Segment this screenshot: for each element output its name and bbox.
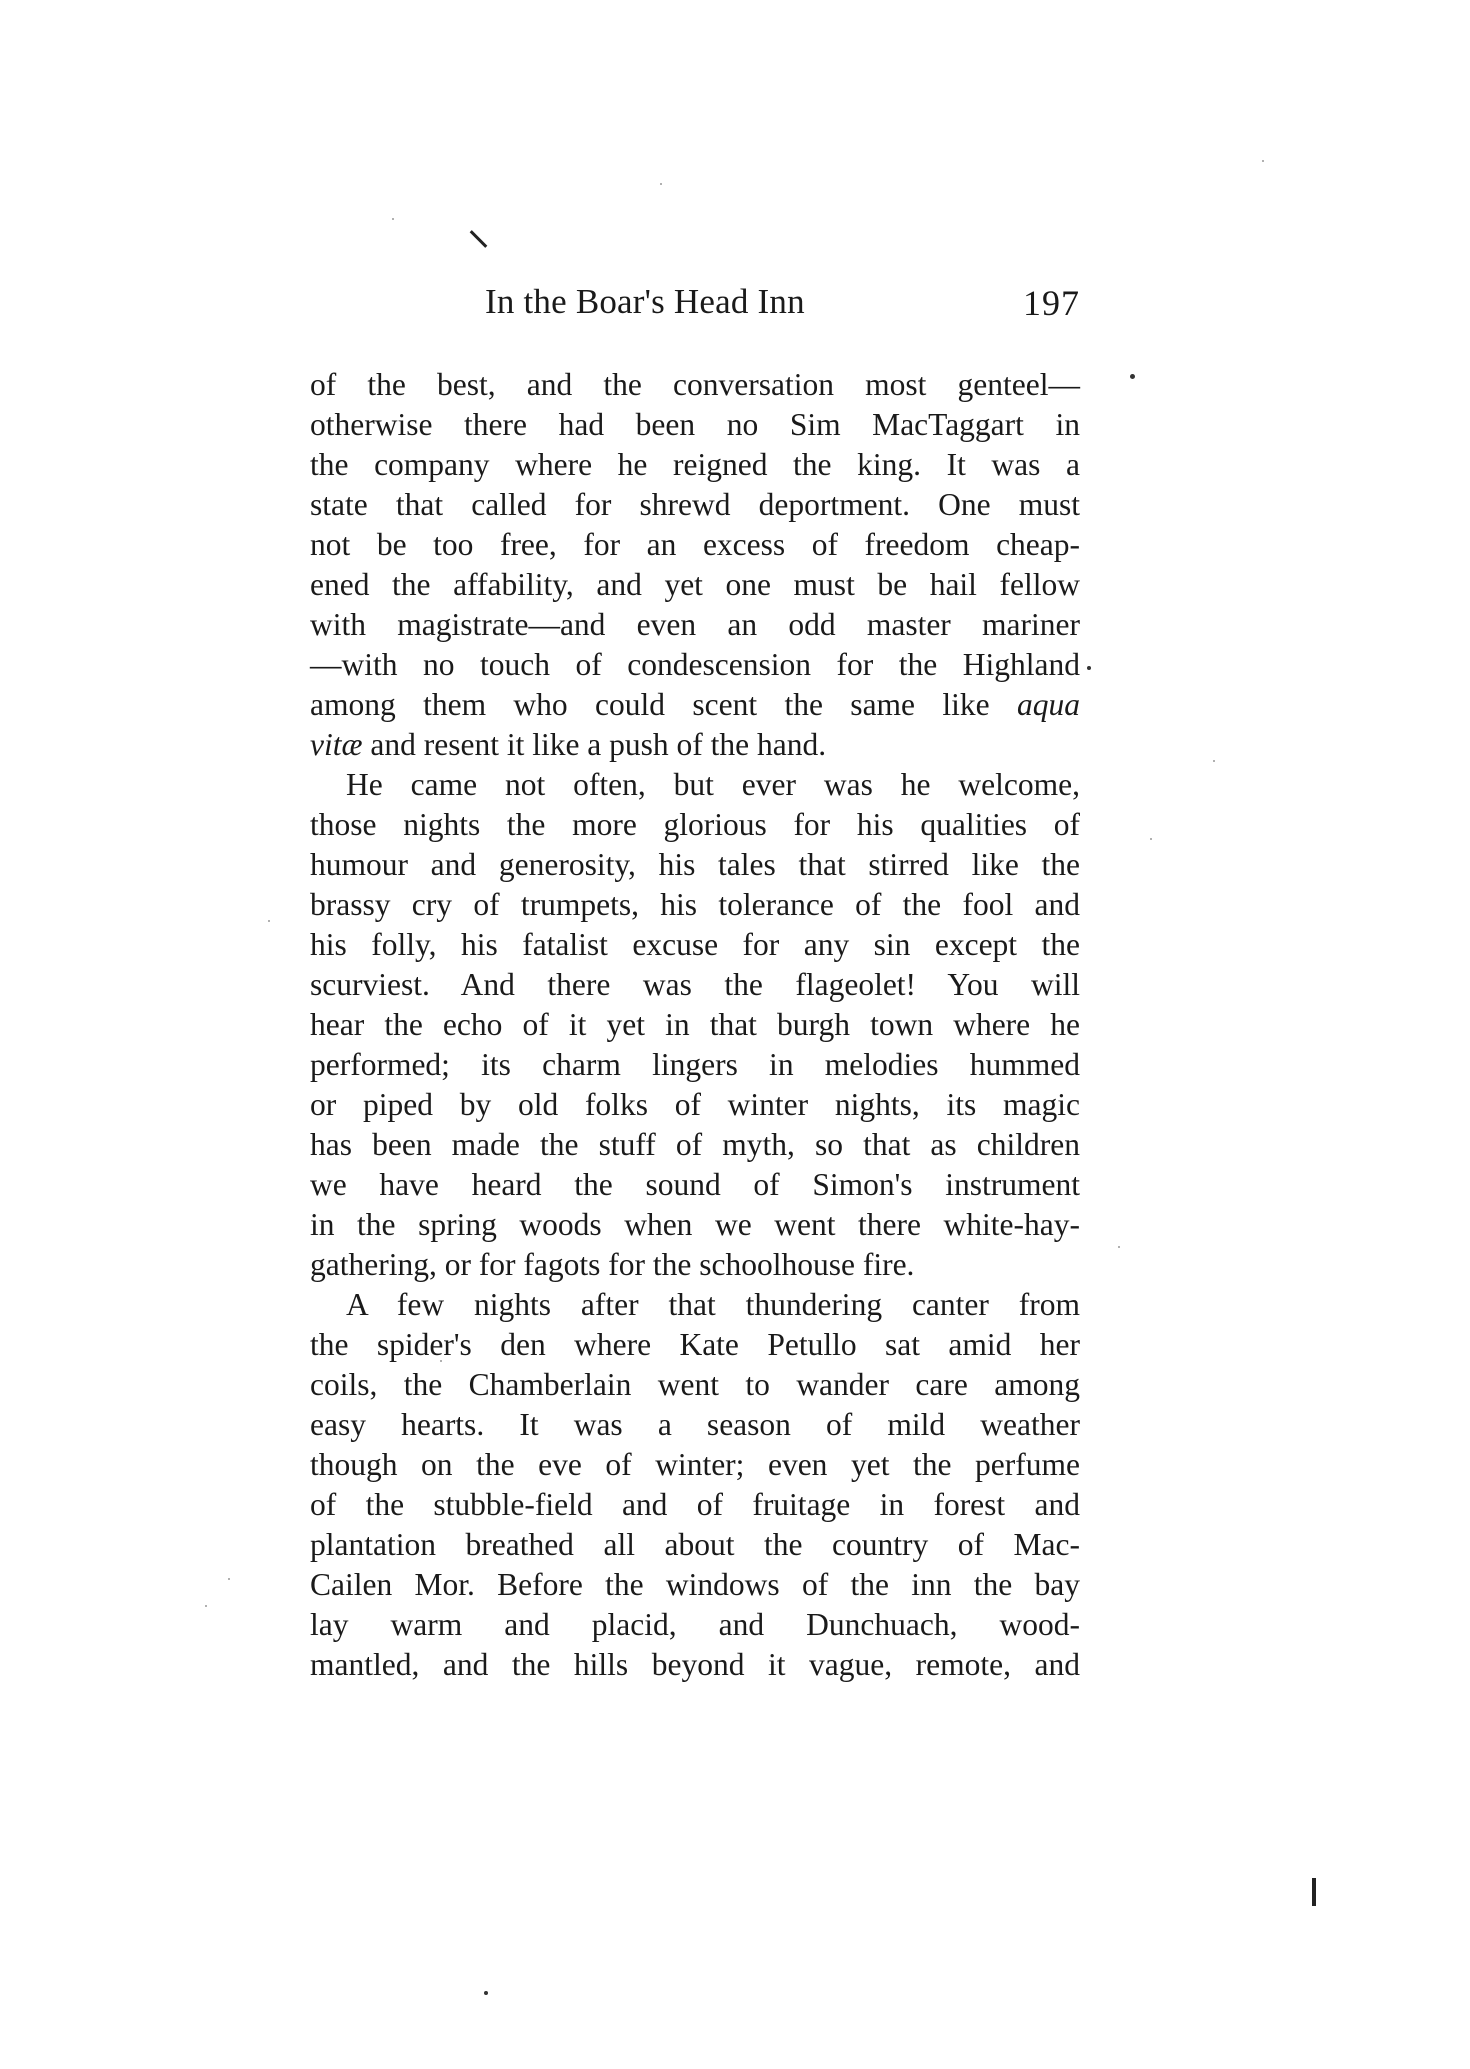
text-line: we have heard the sound of Simon's instrument — [310, 1167, 1080, 1202]
text-line: mantled, and the hills beyond it vague, remote, and — [310, 1647, 1080, 1682]
text-line: hear the echo of it yet in that burgh town where he — [310, 1007, 1080, 1042]
text-line: —with no touch of condescension for the Highland — [310, 647, 1080, 682]
text-line: not be too free, for an excess of freedom cheap- — [310, 527, 1080, 562]
text-line: A few nights after that thundering canter from — [346, 1287, 1080, 1322]
text-line: lay warm and placid, and Dunchuach, wood- — [310, 1607, 1080, 1642]
text-line: scurviest. And there was the flageolet! You will — [310, 967, 1080, 1002]
scan-speck — [205, 1605, 207, 1607]
text-line: easy hearts. It was a season of mild weather — [310, 1407, 1080, 1442]
scan-speck — [1130, 374, 1135, 379]
text-segment: among them who could scent the same like — [310, 687, 990, 722]
italic-word: vitæ — [310, 727, 363, 762]
paragraph-3 — [310, 1285, 1080, 1685]
scan-speck — [268, 920, 270, 922]
text-line: the company where he reigned the king. It was a — [310, 447, 1080, 482]
running-head — [310, 282, 1080, 332]
text-line: performed; its charm lingers in melodies hummed — [310, 1047, 1080, 1082]
text-line: ened the affability, and yet one must be hail fellow — [310, 567, 1080, 602]
scan-mark-stroke — [470, 230, 488, 248]
scan-speck — [1213, 760, 1215, 762]
scan-speck — [1150, 838, 1152, 840]
scan-speck — [660, 183, 662, 185]
text-line: or piped by old folks of winter nights, its magic — [310, 1087, 1080, 1122]
text-line: otherwise there had been no Sim MacTaggart in — [310, 407, 1080, 442]
text-line: of the stubble-field and of fruitage in forest and — [310, 1487, 1080, 1522]
text-line-with-italic — [310, 725, 1080, 765]
text-line: has been made the stuff of myth, so that as children — [310, 1127, 1080, 1162]
text-line: though on the eve of winter; even yet the perfume — [310, 1447, 1080, 1482]
page-number: 197 — [1023, 283, 1080, 323]
paragraph-1 — [310, 365, 1080, 765]
scan-mark-margin — [1312, 1878, 1316, 1906]
text-line: those nights the more glorious for his qualities of — [310, 807, 1080, 842]
text-line: He came not often, but ever was he welcome, — [346, 767, 1080, 802]
text-line: gathering, or for fagots for the schoolhouse fire. — [310, 1247, 915, 1282]
text-line: brassy cry of trumpets, his tolerance of the fool and — [310, 887, 1080, 922]
text-line-with-italic — [310, 685, 1080, 725]
text-line: state that called for shrewd deportment. One must — [310, 487, 1080, 522]
text-line: humour and generosity, his tales that stirred like the — [310, 847, 1080, 882]
text-line: Cailen Mor. Before the windows of the inn the bay — [310, 1567, 1080, 1602]
running-title: In the Boar's Head Inn — [485, 282, 805, 321]
text-line: plantation breathed all about the country of Mac- — [310, 1527, 1080, 1562]
scan-speck — [1262, 160, 1264, 162]
scan-speck — [392, 218, 394, 220]
text-line: of the best, and the conversation most genteel— — [310, 367, 1080, 402]
text-line: his folly, his fatalist excuse for any sin except the — [310, 927, 1080, 962]
paragraph-2 — [310, 765, 1080, 1285]
scan-speck — [228, 1578, 230, 1580]
text-segment: and resent it like a push of the hand. — [370, 727, 827, 762]
text-line: coils, the Chamberlain went to wander care among — [310, 1367, 1080, 1402]
scan-speck — [484, 1991, 488, 1995]
text-line: with magistrate—and even an odd master mariner — [310, 607, 1080, 642]
text-line: in the spring woods when we went there white-hay- — [310, 1207, 1080, 1242]
body-text — [310, 365, 1080, 1685]
text-line: the spider's den where Kate Petullo sat amid her — [310, 1327, 1080, 1362]
scan-speck — [1087, 666, 1091, 670]
scan-speck — [1118, 1246, 1120, 1248]
italic-word: aqua — [1017, 687, 1080, 722]
